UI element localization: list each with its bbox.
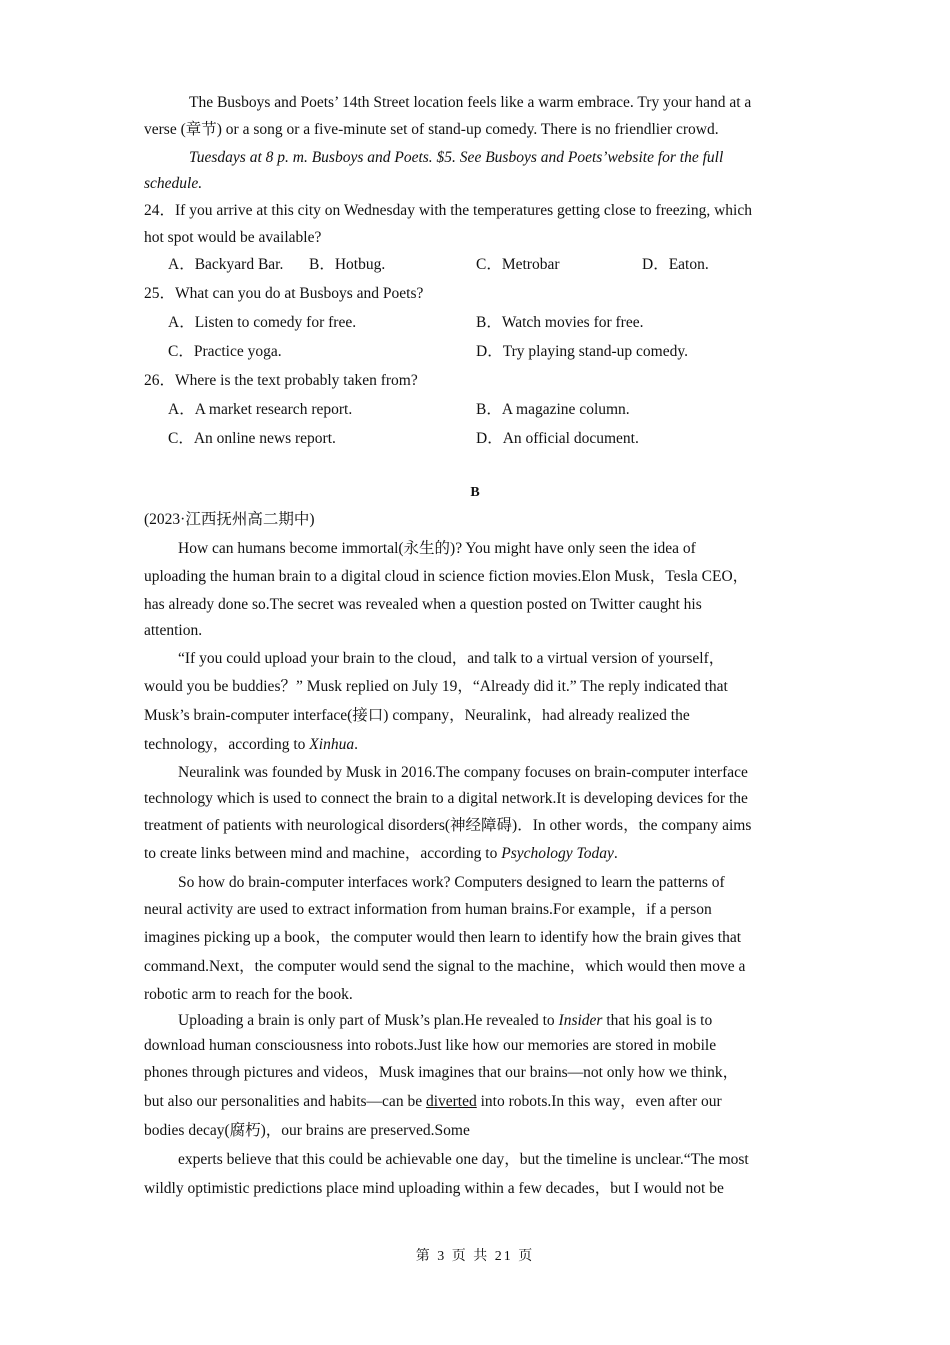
option-24-a: A．Backyard Bar. — [168, 256, 284, 273]
underlined-word: diverted — [425, 1093, 477, 1110]
event-info-text: schedule. — [144, 175, 203, 192]
option-25-c: C．Practice yoga. — [168, 343, 282, 360]
passage-line: The Busboys and Poets’ 14th Street location feels like a warm embrace. Try your hand at a — [189, 94, 752, 111]
passage-line: has already done so.The secret was revealed when a question posted on Twitter caught his — [144, 596, 702, 613]
question-24-stem: 24．If you arrive at this city on Wednesday with the temperatures getting close to freezing, which — [144, 202, 752, 219]
passage-line — [178, 1011, 712, 1031]
passage-line: experts believe that this could be achievable one day，but the timeline is unclear.“The most — [178, 1151, 749, 1168]
passage-line: wildly optimistic predictions place mind uploading within a few decades，but I would not be — [144, 1180, 724, 1197]
line-text: technology，according to — [144, 736, 310, 753]
question-26-stem: 26．Where is the text probably taken from? — [144, 372, 418, 389]
passage-line: Neuralink was founded by Musk in 2016.The company focuses on brain-computer interface — [178, 764, 748, 781]
line-text: Uploading a brain is only part of Musk’s plan.He revealed to — [178, 1012, 559, 1029]
source-note: (2023·江西抚州高二期中) — [144, 511, 315, 528]
option-26-b: B．A magazine column. — [476, 401, 630, 418]
passage-line — [144, 1092, 722, 1112]
passage-line: command.Next，the computer would send the signal to the machine，which would then move a — [144, 958, 746, 975]
passage-line: neural activity are used to extract information from human brains.For example，if a person — [144, 901, 712, 918]
option-25-b: B．Watch movies for free. — [476, 314, 644, 331]
line-text: into robots.In this way，even after our — [476, 1093, 722, 1110]
passage-line: uploading the human brain to a digital cloud in science fiction movies.Elon Musk，Tesla CEO， — [144, 568, 749, 585]
passage-line: So how do brain-computer interfaces work? Computers designed to learn the patterns of — [178, 874, 725, 891]
passage-line: attention. — [144, 622, 203, 639]
passage-line: would you be buddies？” Musk replied on July 19，“Already did it.” The reply indicated that — [144, 678, 728, 695]
event-info — [144, 174, 202, 194]
line-text: but also our personalities and habits—can be — [144, 1093, 426, 1110]
question-24-stem: hot spot would be available? — [144, 229, 322, 246]
passage-line: Musk’s brain-computer interface(接口) company，Neuralink，had already realized the — [144, 707, 690, 724]
period: . — [613, 845, 618, 862]
passage-line — [144, 844, 618, 864]
section-heading: B — [470, 485, 480, 500]
passage-line: bodies decay(腐朽)，our brains are preserved.Some — [144, 1122, 470, 1139]
passage-line: robotic arm to reach for the book. — [144, 986, 353, 1003]
page-footer: 第 3 页 共 21 页 — [415, 1249, 535, 1264]
option-26-d: D．An official document. — [476, 430, 639, 447]
passage-line: treatment of patients with neurological disorders(神经障碍)．In other words，the company aims — [144, 817, 752, 834]
option-26-a: A．A market research report. — [168, 401, 353, 418]
passage-line: phones through pictures and videos，Musk imagines that our brains—not only how we think， — [144, 1064, 739, 1081]
line-text: that his goal is to — [602, 1012, 713, 1029]
option-24-c: C．Metrobar — [476, 256, 560, 273]
passage-line: verse (章节) or a song or a five-minute set of stand-up comedy. There is no friendlier crowd. — [144, 121, 719, 138]
passage-line: technology which is used to connect the brain to a digital network.It is developing devices for the — [144, 790, 748, 807]
passage-line: download human consciousness into robots.Just like how our memories are stored in mobile — [144, 1037, 717, 1054]
passage-line — [144, 735, 358, 755]
option-25-d: D．Try playing stand-up comedy. — [476, 343, 688, 360]
option-25-a: A．Listen to comedy for free. — [168, 314, 357, 331]
passage-line: “If you could upload your brain to the cloud，and talk to a virtual version of yourself， — [178, 650, 725, 667]
line-text: to create links between mind and machine，according to — [144, 845, 502, 862]
source-psychology-today: Psychology Today — [501, 845, 614, 862]
source-xinhua: Xinhua — [309, 736, 355, 753]
option-24-b: B．Hotbug. — [309, 256, 386, 273]
source-insider: Insider — [558, 1012, 603, 1029]
event-info — [189, 148, 723, 168]
passage-line: imagines picking up a book，the computer would then learn to identify how the brain gives that — [144, 929, 742, 946]
option-24-d: D．Eaton. — [642, 256, 709, 273]
event-info-text: Tuesdays at 8 p. m. Busboys and Poets. $5. See Busboys and Poets’website for the full — [189, 149, 724, 166]
question-25-stem: 25．What can you do at Busboys and Poets? — [144, 285, 424, 302]
passage-line: How can humans become immortal(永生的)? You might have only seen the idea of — [178, 540, 696, 557]
period: . — [354, 736, 358, 753]
option-26-c: C．An online news report. — [168, 430, 336, 447]
